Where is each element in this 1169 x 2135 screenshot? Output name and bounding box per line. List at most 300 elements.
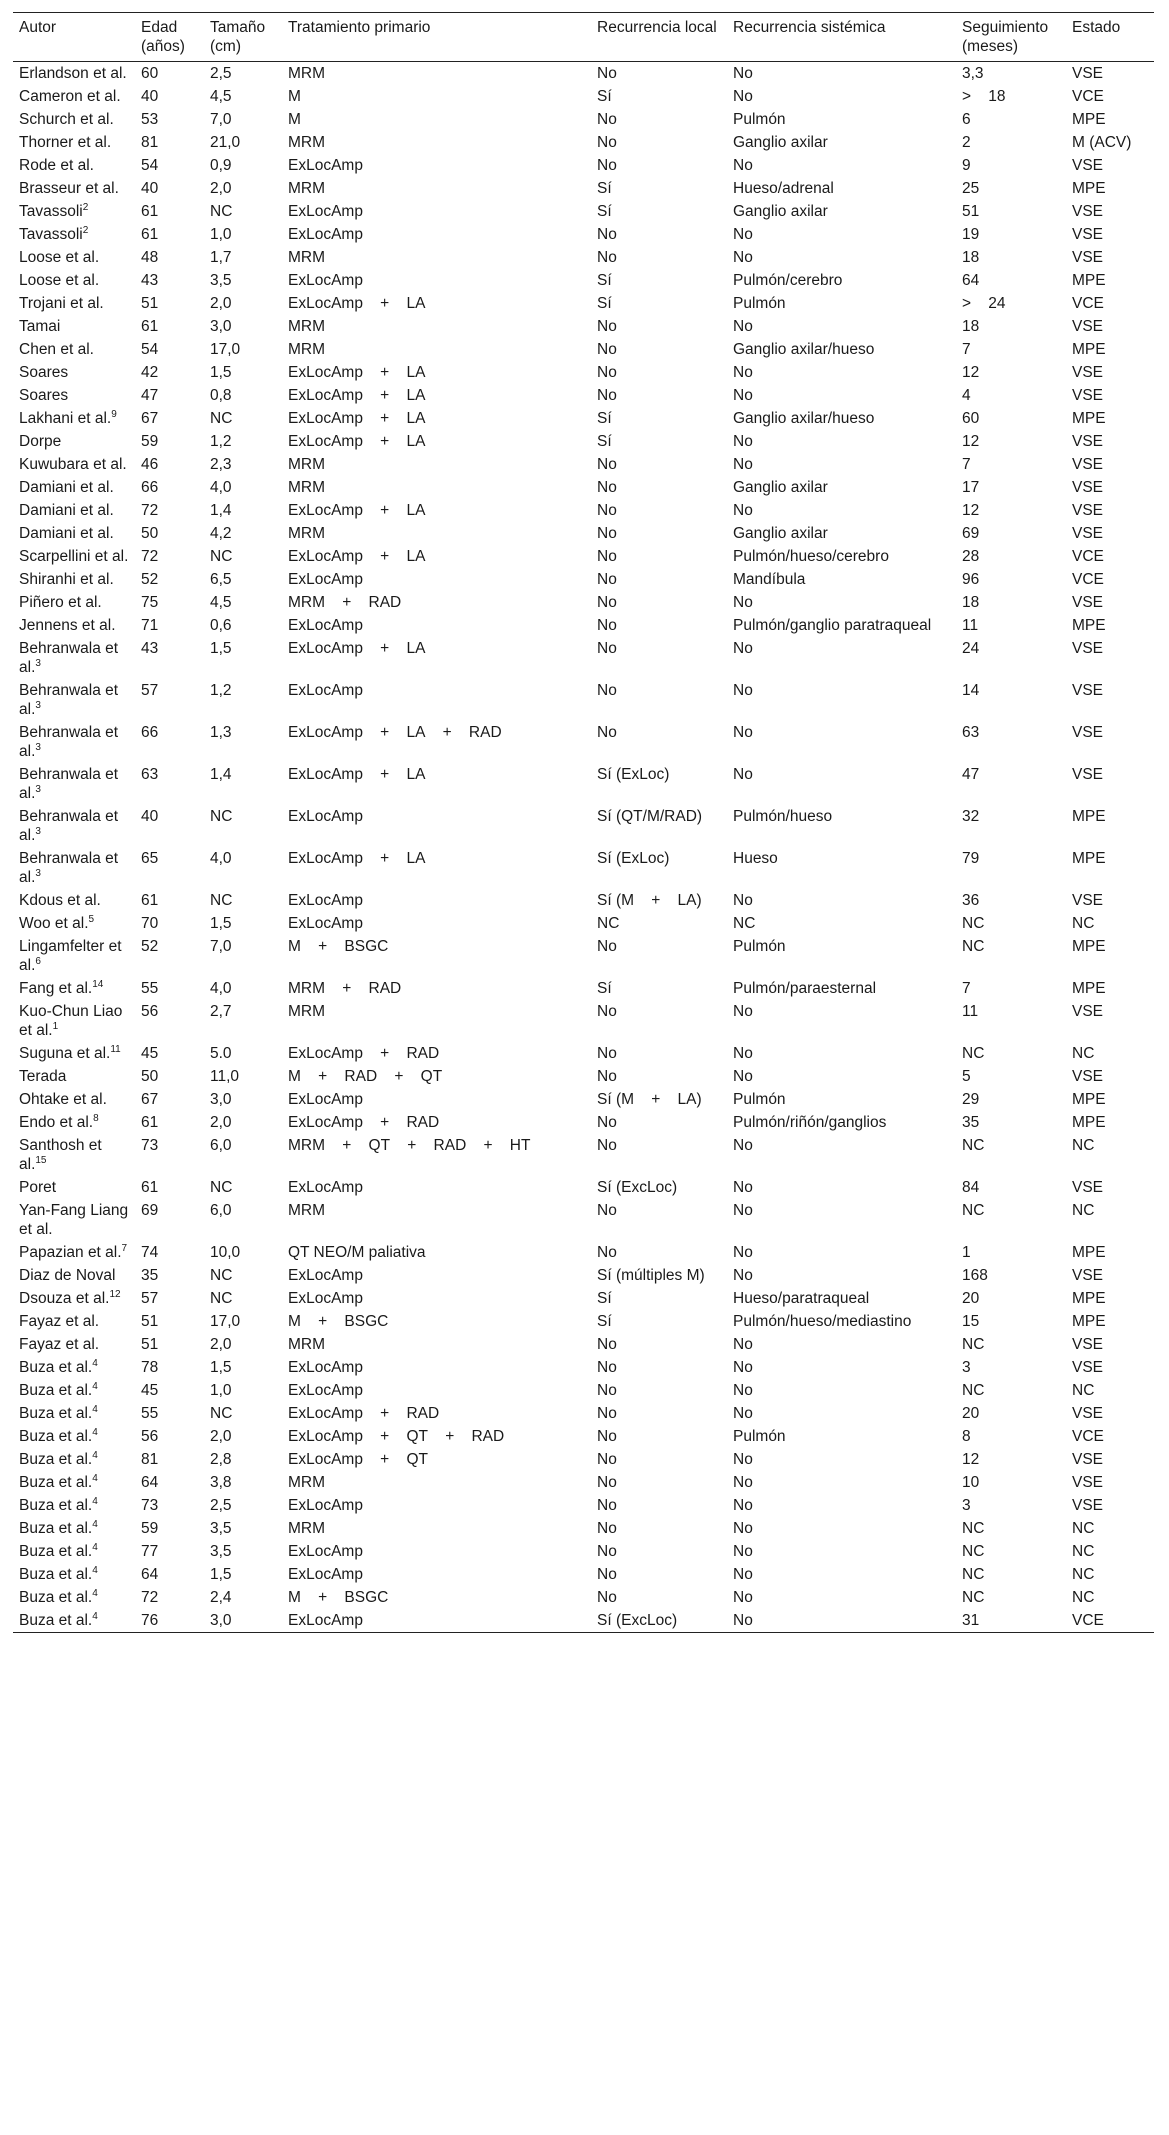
reference-number: 3 (35, 657, 41, 669)
author-name: Papazian et al. (19, 1244, 122, 1261)
cell-edad: 69 (141, 1202, 159, 1219)
cell-seguimiento: 60 (962, 410, 980, 427)
cell-tratamiento: ExLocAmp + LA + RAD (288, 724, 502, 741)
cell-edad: 61 (141, 226, 159, 243)
author-name: Erlandson et al. (19, 65, 127, 82)
cell-recurrencia-local: Sí (ExcLoc) (591, 1609, 727, 1633)
table-row (13, 1042, 1154, 1065)
author-name: Behranwala et al. (19, 808, 119, 844)
cell-tamano: NC (210, 203, 233, 220)
cell-edad: 72 (141, 502, 159, 519)
table-row (13, 292, 1154, 315)
cell-seguimiento: 84 (962, 1179, 980, 1196)
cell-recurrencia-local: No (597, 1520, 617, 1537)
author-name: Brasseur et al. (19, 180, 119, 197)
cell-edad: 64 (141, 1474, 159, 1491)
table-row (13, 177, 1154, 200)
cell-edad: 48 (141, 249, 159, 266)
author-name: Soares (19, 364, 69, 381)
cell-edad: 77 (141, 1543, 159, 1560)
cell-seguimiento: 3 (962, 1497, 971, 1514)
cell-tratamiento: MRM (288, 1003, 326, 1020)
cell-edad: 40 (141, 808, 159, 825)
cell-estado: VSE (1072, 1003, 1104, 1020)
cell-recurrencia-local: Sí (597, 1313, 612, 1330)
cell-autor (13, 721, 135, 763)
cell-recurrencia-sistemica: No (733, 387, 753, 404)
cell-seguimiento: 11 (962, 617, 979, 634)
cell-recurrencia-local: Sí (ExcLoc) (597, 1179, 678, 1196)
cell-tratamiento: MRM (288, 249, 326, 266)
author-name: Ohtake et al. (19, 1091, 107, 1108)
cell-tratamiento: ExLocAmp + LA (288, 410, 426, 427)
cell-estado: VSE (1072, 1068, 1104, 1085)
cell-autor (13, 1000, 135, 1042)
cell-seguimiento: 4 (962, 387, 971, 404)
cell-recurrencia-sistemica: Ganglio axilar (733, 479, 828, 496)
author-name: Soares (19, 387, 69, 404)
cell-seguimiento: 5 (962, 1068, 971, 1085)
cell-estado: VSE (1072, 502, 1104, 519)
table-row (13, 1517, 1154, 1540)
cell-seguimiento: 28 (962, 548, 980, 565)
table-row (13, 522, 1154, 545)
cell-edad: 61 (141, 1114, 159, 1131)
reference-number: 4 (92, 1403, 98, 1415)
cell-tamano: NC (210, 1405, 233, 1422)
header-row (13, 13, 1154, 62)
cell-recurrencia-local: No (597, 318, 617, 335)
cell-estado: MPE (1072, 1114, 1106, 1131)
reference-number: 4 (92, 1426, 98, 1438)
cell-tamano: 21,0 (210, 134, 241, 151)
cell-seguimiento: 32 (962, 808, 980, 825)
cell-tamano: 1,2 (210, 433, 232, 450)
table-container (13, 12, 1154, 1633)
author-name: Damiani et al. (19, 479, 114, 496)
author-name: Tamai (19, 318, 61, 335)
cell-recurrencia-sistemica: No (733, 364, 753, 381)
cell-estado: VSE (1072, 364, 1104, 381)
cell-autor (13, 805, 135, 847)
cell-recurrencia-sistemica: No (733, 766, 753, 783)
header-estado: Estado (1066, 13, 1154, 62)
table-row (13, 545, 1154, 568)
cell-recurrencia-sistemica: Mandíbula (733, 571, 806, 588)
cell-autor (13, 1199, 135, 1241)
cell-seguimiento: 9 (962, 157, 971, 174)
cell-recurrencia-sistemica: Pulmón/hueso/mediastino (733, 1313, 912, 1330)
table-row (13, 315, 1154, 338)
cell-estado: MPE (1072, 341, 1106, 358)
cell-estado: VSE (1072, 479, 1104, 496)
cell-tratamiento: ExLocAmp + RAD (288, 1045, 440, 1062)
cell-estado: VSE (1072, 65, 1104, 82)
cell-edad: 65 (141, 850, 159, 867)
cell-tratamiento: MRM (288, 456, 326, 473)
cell-tratamiento: ExLocAmp (288, 682, 363, 699)
cell-recurrencia-sistemica: Pulmón/hueso (733, 808, 833, 825)
cell-tamano: 11,0 (210, 1068, 240, 1085)
cell-edad: 53 (141, 111, 159, 128)
cell-estado: VSE (1072, 433, 1104, 450)
cell-estado: M (ACV) (1072, 134, 1132, 151)
cell-estado: NC (1072, 1543, 1095, 1560)
cell-estado: VSE (1072, 640, 1104, 657)
cell-tamano: 1,5 (210, 915, 232, 932)
cell-recurrencia-local: Sí (597, 1290, 612, 1307)
cell-recurrencia-sistemica: No (733, 1405, 753, 1422)
cell-edad: 72 (141, 548, 159, 565)
cell-seguimiento: NC (962, 1202, 985, 1219)
header-tamano: Tamaño (cm) (204, 13, 282, 62)
cell-autor (13, 361, 135, 384)
cell-recurrencia-sistemica: No (733, 1589, 753, 1606)
cell-tamano: 1,2 (210, 682, 232, 699)
cell-tratamiento: ExLocAmp + RAD (288, 1405, 440, 1422)
cell-autor (13, 384, 135, 407)
cell-edad: 46 (141, 456, 159, 473)
cell-tratamiento: MRM + RAD (288, 594, 402, 611)
author-name: Schurch et al. (19, 111, 114, 128)
cell-recurrencia-sistemica: Hueso/paratraqueal (733, 1290, 870, 1307)
table-row (13, 977, 1154, 1000)
cell-recurrencia-local: NC (597, 915, 620, 932)
author-name: Kdous et al. (19, 892, 101, 909)
cell-recurrencia-sistemica: Hueso/adrenal (733, 180, 834, 197)
cell-autor (13, 108, 135, 131)
cell-estado: VCE (1072, 548, 1104, 565)
table-row (13, 568, 1154, 591)
cell-recurrencia-sistemica: Pulmón/hueso/cerebro (733, 548, 889, 565)
cell-recurrencia-local: No (597, 594, 617, 611)
header-tratamiento: Tratamiento primario (282, 13, 591, 62)
cell-estado: MPE (1072, 808, 1106, 825)
cell-autor (13, 131, 135, 154)
cell-seguimiento: 29 (962, 1091, 980, 1108)
reference-number: 3 (35, 699, 41, 711)
reference-number: 4 (92, 1495, 98, 1507)
cell-recurrencia-local: No (597, 1589, 617, 1606)
cell-tamano: 2,0 (210, 1336, 232, 1353)
cell-tratamiento: ExLocAmp (288, 1543, 363, 1560)
cell-tamano: 4,0 (210, 479, 232, 496)
cell-recurrencia-sistemica: No (733, 1359, 753, 1376)
cell-recurrencia-local: No (597, 1451, 617, 1468)
cell-edad: 59 (141, 1520, 159, 1537)
cell-tratamiento: ExLocAmp + QT + RAD (288, 1428, 505, 1445)
cell-seguimiento: 12 (962, 364, 980, 381)
cell-autor (13, 591, 135, 614)
cell-tamano: 3,5 (210, 272, 232, 289)
cell-recurrencia-local: Sí (múltiples M) (597, 1267, 705, 1284)
cell-recurrencia-local: Sí (M + LA) (597, 1091, 702, 1108)
table-row (13, 108, 1154, 131)
cell-estado: VSE (1072, 226, 1104, 243)
cell-recurrencia-sistemica: No (733, 1474, 753, 1491)
cell-edad: 61 (141, 1179, 159, 1196)
cell-seguimiento: > 18 (962, 88, 1006, 105)
cell-estado: NC (1072, 1382, 1095, 1399)
cell-tratamiento: M + BSGC (288, 1313, 389, 1330)
cell-recurrencia-sistemica: No (733, 226, 753, 243)
cell-tratamiento: M (288, 88, 301, 105)
table-row (13, 1540, 1154, 1563)
cell-autor (13, 1333, 135, 1356)
cell-tamano: NC (210, 892, 233, 909)
cell-autor (13, 679, 135, 721)
cell-recurrencia-sistemica: No (733, 1382, 753, 1399)
cell-tamano: NC (210, 808, 233, 825)
cell-tratamiento: ExLocAmp (288, 1382, 363, 1399)
cell-recurrencia-sistemica: No (733, 1267, 753, 1284)
header-recurrencia-local: Recurrencia local (591, 13, 727, 62)
table-row (13, 1379, 1154, 1402)
cell-recurrencia-local: No (597, 1003, 617, 1020)
cell-recurrencia-sistemica: No (733, 157, 753, 174)
cell-recurrencia-local: No (597, 1497, 617, 1514)
cell-edad: 72 (141, 1589, 159, 1606)
cell-tamano: 7,0 (210, 938, 232, 955)
cell-tratamiento: MRM + RAD (288, 980, 402, 997)
cell-tamano: 4,5 (210, 88, 232, 105)
cell-recurrencia-sistemica: Pulmón/ganglio paratraqueal (733, 617, 932, 634)
cell-recurrencia-local: No (597, 65, 617, 82)
cell-recurrencia-local: No (597, 571, 617, 588)
table-row (13, 1065, 1154, 1088)
table-row (13, 1448, 1154, 1471)
cell-tratamiento: MRM (288, 1202, 326, 1219)
cell-estado: VSE (1072, 682, 1104, 699)
cell-tamano: 4,2 (210, 525, 232, 542)
table-row (13, 1310, 1154, 1333)
cell-autor (13, 1042, 135, 1065)
cell-recurrencia-sistemica: No (727, 1609, 956, 1633)
cell-tratamiento: QT NEO/M paliativa (288, 1244, 426, 1261)
cell-autor (13, 246, 135, 269)
cell-estado: MPE (1072, 980, 1106, 997)
cell-edad: 56 (141, 1003, 159, 1020)
author-name: Behranwala et al. (19, 766, 119, 802)
cell-edad: 75 (141, 594, 159, 611)
cell-tamano: 4,0 (210, 980, 232, 997)
cell-edad: 76 (135, 1609, 204, 1633)
table-row (13, 361, 1154, 384)
cell-seguimiento: 11 (962, 1003, 979, 1020)
cell-tamano: 2,4 (210, 1589, 232, 1606)
cell-autor (13, 1425, 135, 1448)
cell-edad: 66 (141, 479, 159, 496)
author-name: Poret (19, 1179, 57, 1196)
reference-number: 3 (35, 783, 41, 795)
author-name: Tavassoli (19, 203, 83, 220)
cell-edad: 59 (141, 433, 159, 450)
cell-estado: VSE (1072, 525, 1104, 542)
cell-tratamiento: ExLocAmp (288, 1267, 363, 1284)
cell-tratamiento: MRM (288, 318, 326, 335)
cell-seguimiento: 19 (962, 226, 980, 243)
cell-estado: MPE (1072, 272, 1106, 289)
cell-edad: 50 (141, 525, 159, 542)
cell-seguimiento: 12 (962, 1451, 980, 1468)
cell-tamano: 0,9 (210, 157, 232, 174)
cell-tratamiento: MRM (288, 479, 326, 496)
cell-edad: 45 (141, 1045, 159, 1062)
cell-tratamiento: ExLocAmp + LA (288, 364, 426, 381)
author-name: Rode et al. (19, 157, 94, 174)
cell-tamano: 3,5 (210, 1520, 232, 1537)
table-row (13, 1134, 1154, 1176)
author-name: Diaz de Noval (19, 1267, 116, 1284)
table-row (13, 85, 1154, 108)
table-row (13, 154, 1154, 177)
cell-estado: VSE (1072, 387, 1104, 404)
cell-estado: NC (1072, 915, 1095, 932)
cell-seguimiento: NC (962, 1045, 985, 1062)
cell-autor (13, 1586, 135, 1609)
cell-estado: VSE (1072, 456, 1104, 473)
cell-seguimiento: 64 (962, 272, 980, 289)
cell-edad: 40 (141, 88, 159, 105)
cell-edad: 61 (141, 203, 159, 220)
cell-autor (13, 935, 135, 977)
cell-recurrencia-local: Sí (M + LA) (597, 892, 702, 909)
cell-estado: NC (1072, 1045, 1095, 1062)
cell-recurrencia-local: Sí (597, 410, 612, 427)
table-row (13, 1287, 1154, 1310)
cell-seguimiento: 63 (962, 724, 980, 741)
cell-estado: NC (1072, 1566, 1095, 1583)
cell-recurrencia-sistemica: Pulmón/paraesternal (733, 980, 877, 997)
table-row (13, 1176, 1154, 1199)
author-name: Loose et al. (19, 272, 100, 289)
cell-recurrencia-sistemica: No (733, 1520, 753, 1537)
cell-autor (13, 847, 135, 889)
cell-recurrencia-local: No (597, 226, 617, 243)
cell-seguimiento: NC (962, 1566, 985, 1583)
cell-recurrencia-sistemica: Ganglio axilar (733, 134, 828, 151)
cell-edad: 51 (141, 295, 159, 312)
cell-estado: VSE (1072, 203, 1104, 220)
author-name: Dsouza et al. (19, 1290, 110, 1307)
cell-edad: 74 (141, 1244, 159, 1261)
cell-edad: 35 (141, 1267, 159, 1284)
cell-tamano: 1,0 (210, 226, 232, 243)
cell-seguimiento: NC (962, 1589, 985, 1606)
cell-tratamiento: MRM (288, 1520, 326, 1537)
cell-tratamiento: ExLocAmp + QT (288, 1451, 428, 1468)
cell-autor (13, 1264, 135, 1287)
cell-autor (13, 1402, 135, 1425)
cell-recurrencia-sistemica: No (733, 456, 753, 473)
cell-tamano: 0,8 (210, 387, 232, 404)
cell-autor (13, 1356, 135, 1379)
cell-seguimiento: 168 (962, 1267, 988, 1284)
cell-edad: 73 (141, 1497, 159, 1514)
cell-seguimiento: NC (962, 1543, 985, 1560)
table-row (13, 200, 1154, 223)
cell-seguimiento: 51 (962, 203, 980, 220)
cell-autor (13, 1379, 135, 1402)
cell-edad: 78 (141, 1359, 159, 1376)
cell-estado: VSE (1072, 1451, 1104, 1468)
cell-tamano: NC (210, 410, 233, 427)
table-row (13, 407, 1154, 430)
cell-recurrencia-local: No (597, 1543, 617, 1560)
author-name: Fayaz et al. (19, 1313, 100, 1330)
cell-recurrencia-sistemica: No (733, 724, 753, 741)
table-row (13, 246, 1154, 269)
cell-tratamiento: ExLocAmp + LA (288, 502, 426, 519)
cell-autor (13, 1448, 135, 1471)
reference-number: 5 (88, 913, 95, 925)
cell-tamano: NC (210, 1267, 233, 1284)
cell-recurrencia-local: No (597, 1359, 617, 1376)
author-name: Piñero et al. (19, 594, 102, 611)
cell-autor (13, 1609, 135, 1633)
reference-number: 4 (92, 1380, 98, 1392)
cell-recurrencia-sistemica: No (733, 502, 753, 519)
table-row (13, 338, 1154, 361)
cell-edad: 67 (141, 410, 159, 427)
cell-tamano: NC (210, 1290, 233, 1307)
author-name: Thorner et al. (19, 134, 112, 151)
table-row (13, 1111, 1154, 1134)
table-row (13, 1402, 1154, 1425)
reference-number: 4 (92, 1541, 98, 1553)
reference-number: 7 (121, 1242, 128, 1254)
cell-estado: VSE (1072, 1179, 1104, 1196)
cell-estado: VCE (1072, 295, 1104, 312)
cell-seguimiento: 18 (962, 594, 980, 611)
cell-estado: VSE (1072, 157, 1104, 174)
author-name: Behranwala et al. (19, 850, 119, 886)
cell-recurrencia-sistemica: No (733, 65, 753, 82)
cell-seguimiento: 18 (962, 318, 980, 335)
cell-autor (13, 977, 135, 1000)
cell-tamano: 7,0 (210, 111, 232, 128)
cell-autor (13, 1287, 135, 1310)
cell-tamano: 1,4 (210, 502, 232, 519)
cell-recurrencia-local: No (597, 525, 617, 542)
cell-tratamiento: MRM (288, 65, 326, 82)
cell-seguimiento: > 24 (962, 295, 1006, 312)
table-row (13, 721, 1154, 763)
cell-tamano: 6,0 (210, 1137, 232, 1154)
cell-tamano: 1,0 (210, 1382, 232, 1399)
cell-seguimiento: 1 (962, 1244, 971, 1261)
cell-edad: 55 (141, 980, 159, 997)
cell-recurrencia-sistemica: Ganglio axilar/hueso (733, 341, 875, 358)
cell-estado: MPE (1072, 938, 1106, 955)
cell-autor (13, 430, 135, 453)
table-row (13, 499, 1154, 522)
cell-seguimiento: 79 (962, 850, 980, 867)
cell-tamano: 2,5 (210, 65, 232, 82)
cell-recurrencia-sistemica: No (733, 249, 753, 266)
reference-number: 4 (92, 1587, 98, 1599)
cell-estado: VSE (1072, 594, 1104, 611)
cell-tratamiento: ExLocAmp (288, 1179, 363, 1196)
cell-seguimiento: NC (962, 1520, 985, 1537)
cell-edad: 64 (141, 1566, 159, 1583)
cell-estado: MPE (1072, 410, 1106, 427)
author-name: Chen et al. (19, 341, 94, 358)
cell-recurrencia-local: No (597, 1566, 617, 1583)
cell-autor (13, 522, 135, 545)
cell-estado: VSE (1072, 1267, 1104, 1284)
cell-tratamiento: ExLocAmp (288, 617, 363, 634)
